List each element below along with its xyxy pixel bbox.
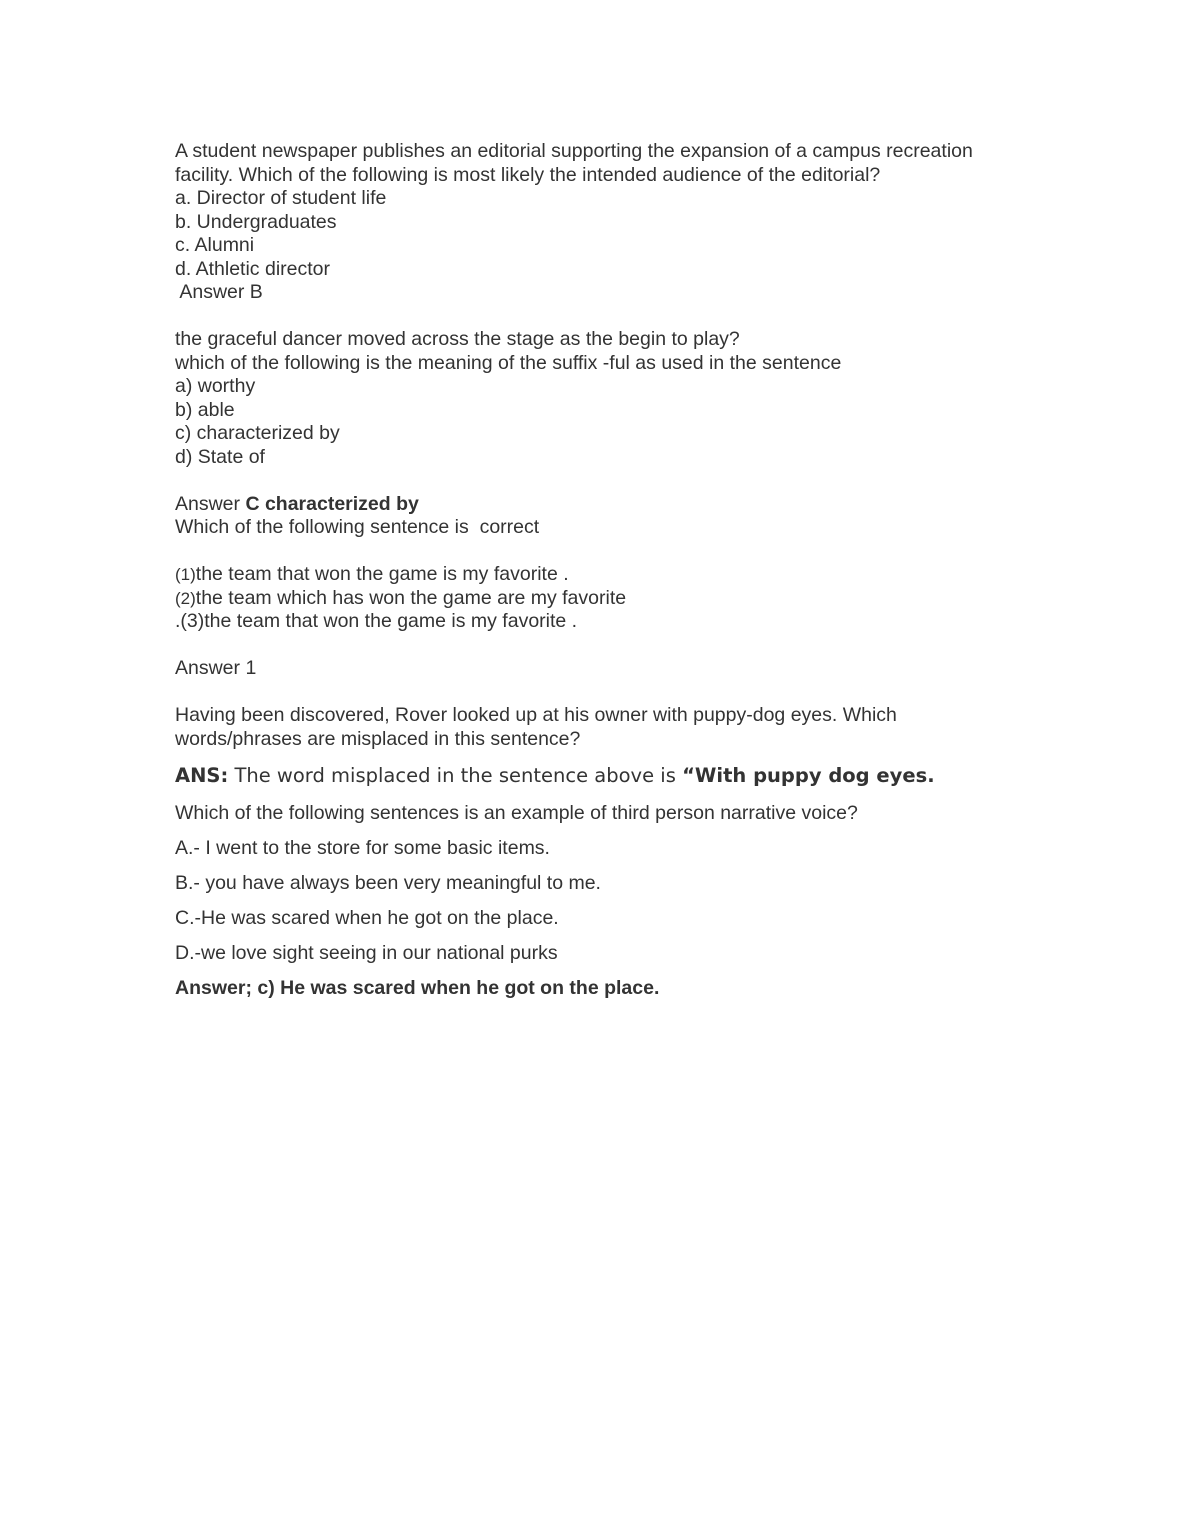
question-4-text-line2: words/phrases are misplaced in this sentence? xyxy=(175,727,581,750)
question-5-option-c: C.-He was scared when he got on the place. xyxy=(175,907,559,929)
question-3-answer: Answer 1 xyxy=(175,657,257,679)
question-2-option-a: a) worthy xyxy=(175,375,256,397)
question-3-item-1-text: the team that won the game is my favorite . xyxy=(195,563,569,585)
question-1-answer: Answer B xyxy=(175,281,263,303)
question-1-option-c: c. Alumni xyxy=(175,234,255,256)
question-4-answer xyxy=(175,762,1035,790)
question-3 xyxy=(175,516,1035,681)
question-3-item-1-number: (1) xyxy=(175,565,196,584)
question-2-text: which of the following is the meaning of the suffix -ful as used in the sentence xyxy=(175,351,842,374)
question-4-text-line1: Having been discovered, Rover looked up at his owner with puppy-dog eyes. Which xyxy=(175,704,897,726)
question-1-option-d: d. Athletic director xyxy=(175,257,330,280)
question-5-option-b: B.- you have always been very meaningful to me. xyxy=(175,872,601,894)
question-2 xyxy=(175,328,1035,516)
question-3-item-3-text: .(3)the team that won the game is my favorite . xyxy=(175,610,578,632)
question-3-item-3 xyxy=(175,610,1035,634)
question-1 xyxy=(175,140,1035,305)
question-2-option-b: b) able xyxy=(175,398,235,421)
question-4-answer-phrase: “With puppy dog eyes. xyxy=(682,764,935,787)
question-5-answer: Answer; c) He was scared when he got on the place. xyxy=(175,977,660,999)
question-4 xyxy=(175,704,1035,790)
question-5-option-d: D.-we love sight seeing in our national purks xyxy=(175,942,558,964)
question-1-text-line1: A student newspaper publishes an editorial supporting the expansion of a campus recreation xyxy=(175,140,973,162)
question-2-answer xyxy=(175,493,1035,517)
question-5-option-a: A.- I went to the store for some basic items. xyxy=(175,837,550,859)
question-3-item-2-number: (2) xyxy=(175,588,196,608)
question-4-answer-text: The word misplaced in the sentence above is xyxy=(228,764,683,787)
question-3-item-2 xyxy=(175,587,1035,611)
question-1-option-a: a. Director of student life xyxy=(175,187,387,209)
question-2-answer-prefix: Answer xyxy=(175,492,246,515)
question-3-text: Which of the following sentence is correct xyxy=(175,516,540,538)
question-5 xyxy=(175,802,1035,1001)
question-3-item-1 xyxy=(175,563,1035,587)
question-4-answer-label: ANS: xyxy=(175,764,229,787)
question-1-text-line2: facility. Which of the following is most likely the intended audience of the editorial? xyxy=(175,163,881,186)
question-3-item-2-text: the team which has won the game are my favorite xyxy=(195,586,627,609)
question-1-option-b: b. Undergraduates xyxy=(175,210,337,233)
question-2-option-d: d) State of xyxy=(175,445,265,468)
question-5-text: Which of the following sentences is an example of third person narrative voice? xyxy=(175,802,858,824)
document-page xyxy=(175,140,1035,1001)
question-2-answer-value: C characterized by xyxy=(245,492,419,515)
question-2-sentence: the graceful dancer moved across the stage as the begin to play? xyxy=(175,328,740,350)
question-2-option-c: c) characterized by xyxy=(175,422,340,444)
